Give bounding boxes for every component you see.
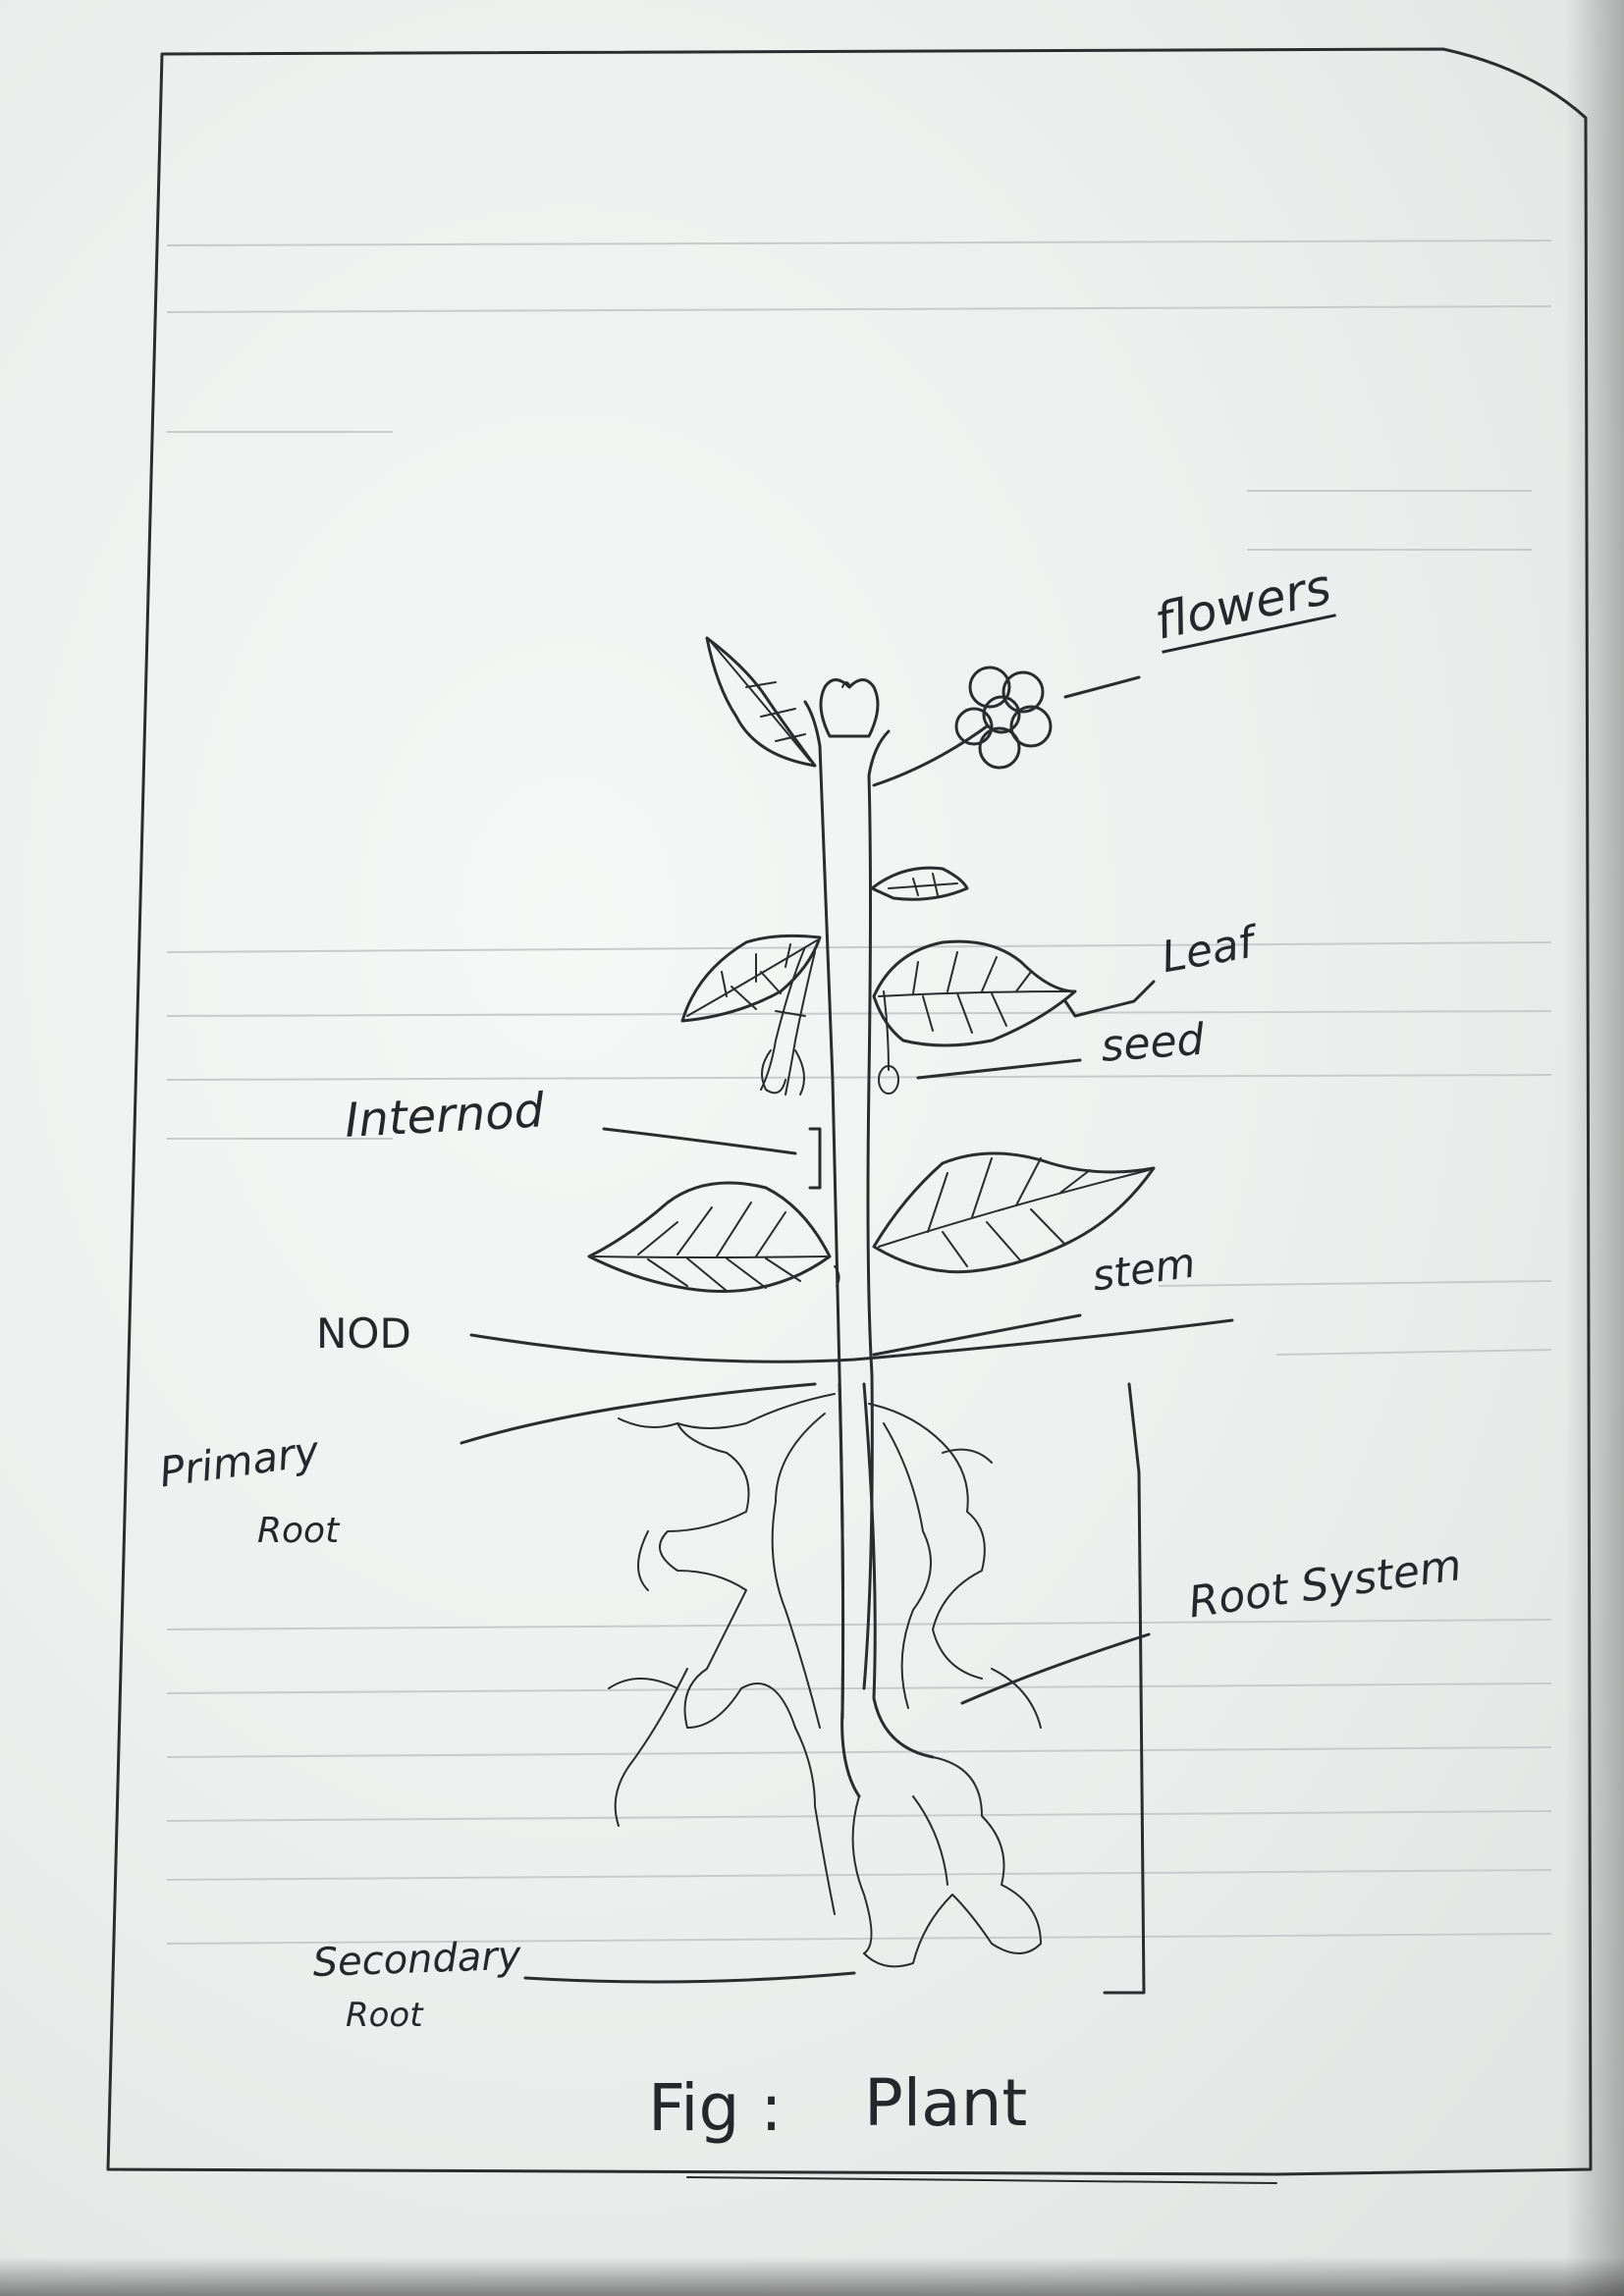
label-node: NOD [316, 1309, 411, 1358]
label-leaf: Leaf [1158, 917, 1258, 984]
label-stem: stem [1089, 1238, 1199, 1301]
root-system-bracket [1105, 1384, 1144, 1993]
internode-bracket [810, 1129, 820, 1188]
secondary-roots-left [609, 1394, 835, 1914]
figure-caption-subject: Plant [864, 2065, 1028, 2141]
stem-drawing [805, 702, 889, 1718]
flower-bud [821, 680, 878, 737]
leaf-middle-right [874, 941, 1075, 1045]
secondary-roots-right [853, 1404, 1041, 1966]
primary-root [839, 1384, 933, 1796]
leaf-top-left [707, 638, 815, 766]
leaf-small-right [872, 868, 967, 899]
leaf-lower-left [589, 1183, 830, 1292]
label-internode: Internod [343, 1083, 546, 1148]
border-double-line [687, 2177, 1276, 2183]
label-secondary-root-line1: Secondary [311, 1933, 522, 1986]
label-pointers [461, 677, 1232, 1982]
label-primary-root-line2: Root [257, 1511, 340, 1551]
figure-caption-prefix: Fig : [648, 2070, 783, 2146]
flower-drawing [874, 667, 1051, 785]
label-primary-root-line1: Primary [156, 1426, 322, 1497]
page-border [108, 49, 1591, 2174]
label-secondary-root-line2: Root [346, 1996, 423, 2035]
label-flowers: flowers [1151, 561, 1336, 653]
label-root-system: Root System [1185, 1540, 1465, 1629]
label-seed: seed [1099, 1014, 1207, 1072]
page-bottom-shadow [0, 2257, 1624, 2296]
